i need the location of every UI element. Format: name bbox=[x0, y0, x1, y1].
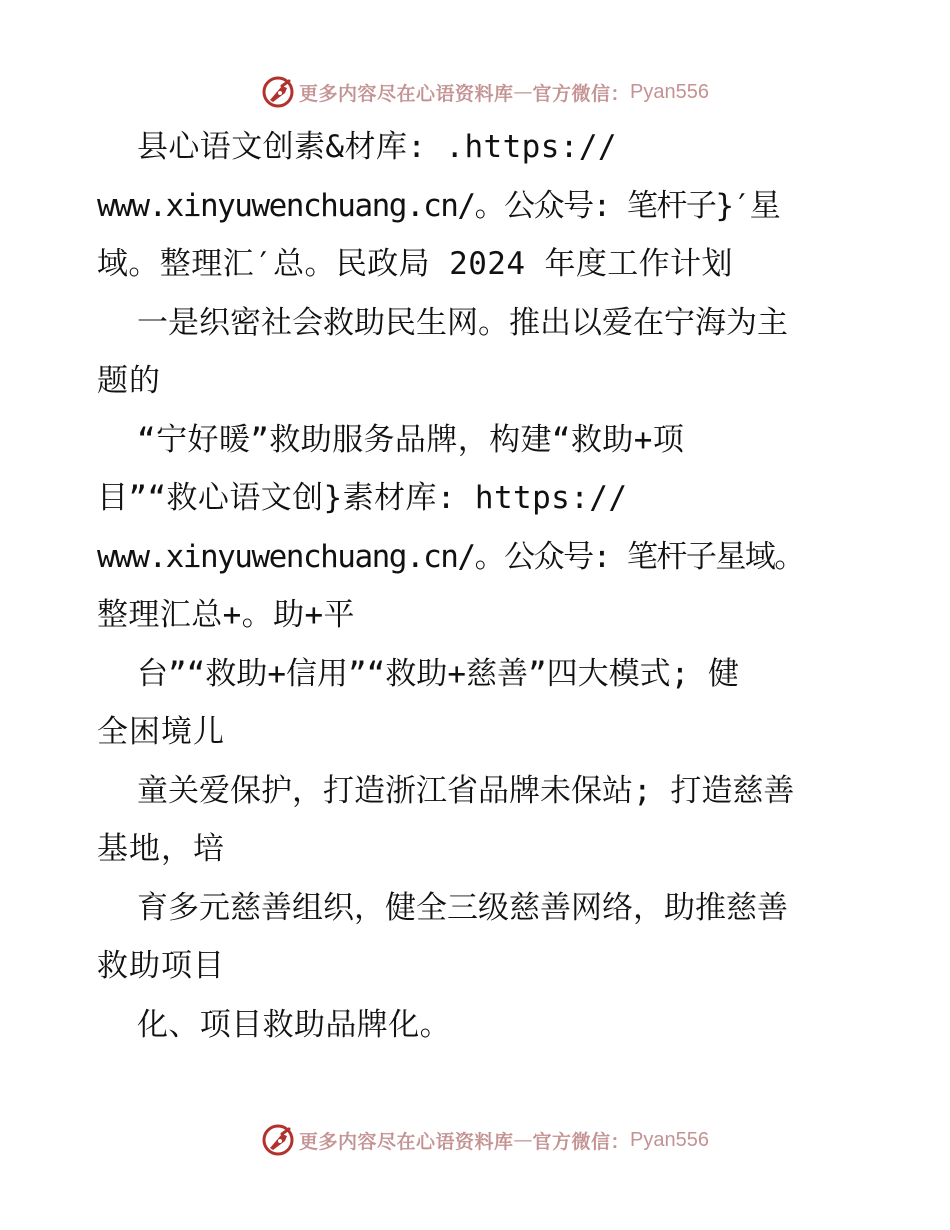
header-banner bbox=[0, 72, 950, 112]
footer-banner bbox=[0, 1120, 950, 1160]
pen-nib-circle-logo-icon bbox=[261, 1123, 295, 1157]
body-line-4: 一是织密社会救助民生网。推出以爱在宁海为主 bbox=[137, 304, 788, 341]
footer-wechat-account: Pyan556 bbox=[630, 1128, 709, 1151]
body-line-1: 县心语文创素&材库: .https:// bbox=[137, 129, 617, 165]
body-line-3: 域。整理汇′总。民政局 2024 年度工作计划 bbox=[97, 246, 733, 282]
body-line-13: 基地，培 bbox=[97, 831, 225, 867]
footer-site-text: 更多内容尽在心语资料库 bbox=[299, 1130, 514, 1153]
body-line-10: 台”“救助+信用”“救助+慈善”四大模式; 健 bbox=[137, 655, 739, 692]
body-line-15: 救助项目 bbox=[97, 948, 225, 984]
body-line-14: 育多元慈善组织，健全三级慈善网络，助推慈善 bbox=[137, 889, 788, 926]
body-line-11: 全困境儿 bbox=[97, 714, 225, 750]
body-line-6: “宁好暖”救助服务品牌，构建“救助+项 bbox=[137, 421, 685, 458]
body-line-12: 童关爱保护，打造浙江省品牌未保站; 打造慈善 bbox=[137, 772, 795, 809]
header-dash: — bbox=[513, 81, 533, 103]
document-body bbox=[97, 118, 877, 1054]
body-line-9: 整理汇总+。助+平 bbox=[97, 597, 355, 633]
footer-dash: — bbox=[513, 1129, 533, 1151]
footer-banner-content bbox=[261, 1123, 709, 1157]
body-line-5: 题的 bbox=[97, 363, 161, 399]
pen-nib-circle-logo-icon bbox=[261, 75, 295, 109]
body-line-16: 化、项目救助品牌化。 bbox=[137, 1006, 451, 1043]
body-line-2: www.xinyuwenchuang.cn/。公众号: 笔杆子}′星 bbox=[97, 187, 780, 224]
body-line-7: 目”“救心语文创}素材库: https:// bbox=[97, 480, 628, 516]
header-site-text: 更多内容尽在心语资料库 bbox=[299, 82, 514, 105]
body-line-8: www.xinyuwenchuang.cn/。公众号: 笔杆子星域。 bbox=[97, 538, 804, 575]
header-wechat-account: Pyan556 bbox=[630, 80, 709, 103]
header-banner-content bbox=[261, 75, 709, 109]
footer-wechat-label: 官方微信： bbox=[532, 1130, 631, 1153]
header-wechat-label: 官方微信： bbox=[532, 82, 631, 105]
